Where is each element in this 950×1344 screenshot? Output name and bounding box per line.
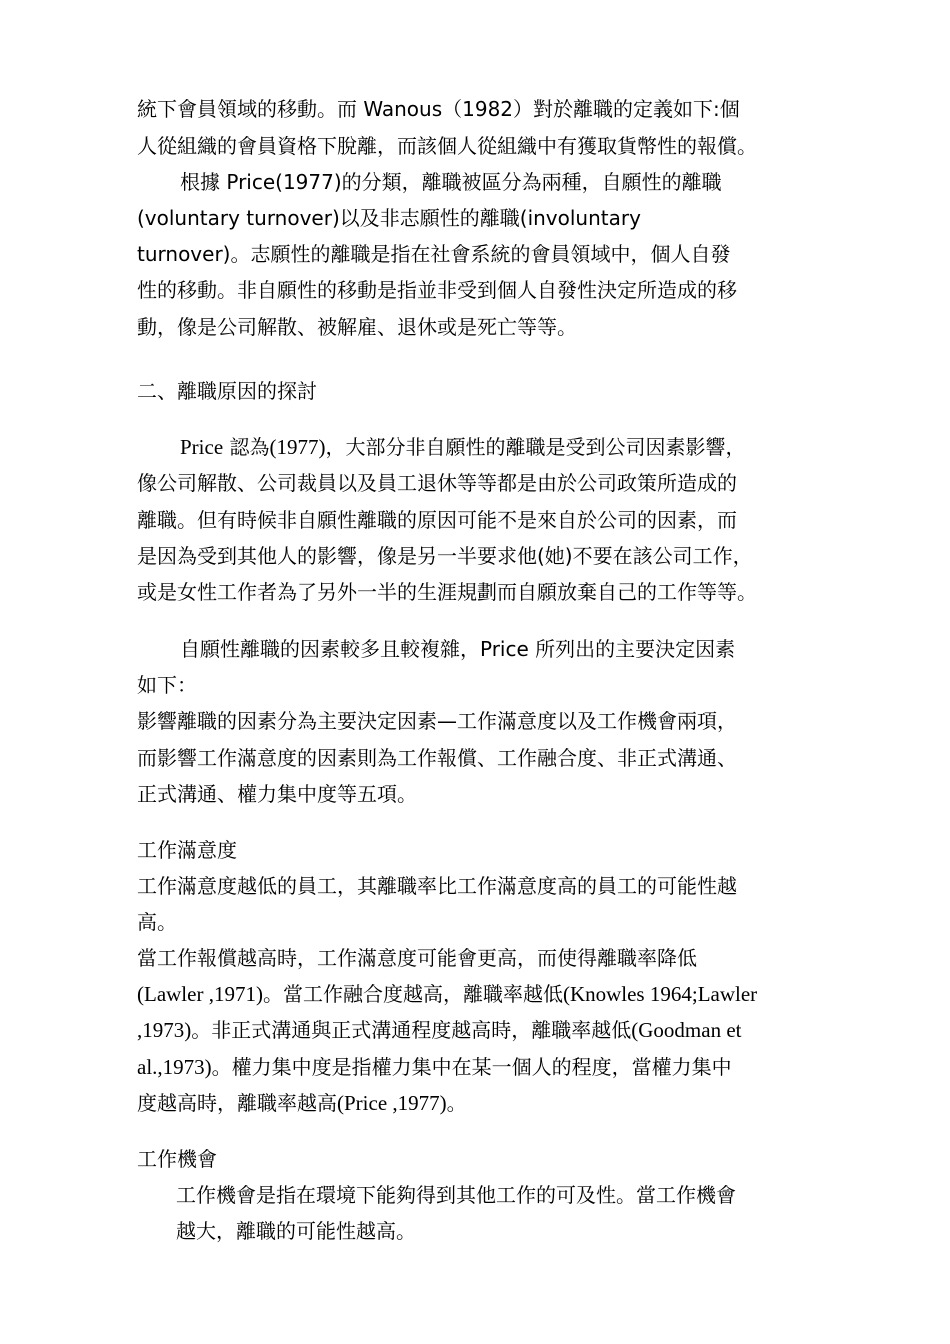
paragraph-3-rest: ，大部分非自願性的離職是受到公司因素影響， <box>325 435 746 459</box>
paragraph-3-verb: 認為 <box>223 435 270 459</box>
paragraph-7-line-2 <box>137 981 757 1007</box>
paragraph-4-line-1: 自願性離職的因素較多且較複雜，Price 所列出的主要決定因素 <box>180 637 736 661</box>
paragraph-3-line-4: 是因為受到其他人的影響，像是另一半要求他(她)不要在該公司工作， <box>137 544 753 568</box>
citation-price-1977: (Price ,1977) <box>337 1091 447 1115</box>
paragraph-3-line-1 <box>180 434 746 460</box>
paragraph-7-line-5-text: 度越高時，離職率越高 <box>137 1091 337 1115</box>
heading-job-opportunity: 工作機會 <box>137 1147 217 1171</box>
paragraph-3-author: Price <box>180 435 224 459</box>
paragraph-3-line-5: 或是女性工作者為了另外一半的生涯規劃而自願放棄自己的工作等等。 <box>137 580 757 604</box>
section-heading-causes: 二、離職原因的探討 <box>137 379 317 403</box>
paragraph-7-line-4 <box>137 1054 732 1080</box>
paragraph-3-line-3: 離職。但有時候非自願性離職的原因可能不是來自於公司的因素，而 <box>137 508 737 532</box>
paragraph-8-line-1: 工作機會是指在環境下能夠得到其他工作的可及性。當工作機會 <box>176 1183 736 1207</box>
paragraph-4-line-2: 如下： <box>137 673 197 697</box>
paragraph-3-line-2: 像公司解散、公司裁員以及員工退休等等都是由於公司政策所造成的 <box>137 471 737 495</box>
paragraph-7-line-5 <box>137 1090 467 1116</box>
citation-al-1973: al.,1973) <box>137 1055 212 1079</box>
citation-lawler-1971: (Lawler ,1971) <box>137 982 263 1006</box>
paragraph-1-line-1: 統下會員領域的移動。而 Wanous（1982）對於離職的定義如下:個 <box>137 97 740 121</box>
citation-knowles-lawler: (Knowles 1964;Lawler <box>562 982 758 1006</box>
paragraph-5-line-1: 影響離職的因素分為主要決定因素—工作滿意度以及工作機會兩項， <box>137 709 737 733</box>
paragraph-1-line-2: 人從組織的會員資格下脫離，而該個人從組織中有獲取貨幣性的報償。 <box>137 134 757 158</box>
citation-goodman: (Goodman et <box>631 1018 742 1042</box>
paragraph-3-year: (1977) <box>269 435 326 459</box>
citation-year-1973: ,1973) <box>137 1018 192 1042</box>
paragraph-8-line-2: 越大，離職的可能性越高。 <box>176 1219 416 1243</box>
paragraph-7-line-3 <box>137 1017 741 1043</box>
paragraph-2-line-3: turnover)。志願性的離職是指在社會系統的會員領域中，個人自發 <box>137 242 731 266</box>
paragraph-2-line-5: 動，像是公司解散、被解雇、退休或是死亡等等。 <box>137 315 577 339</box>
paragraph-7-line-5-end: 。 <box>446 1091 467 1115</box>
paragraph-6-line-1: 工作滿意度越低的員工，其離職率比工作滿意度高的員工的可能性越 <box>137 874 737 898</box>
paragraph-5-line-2: 而影響工作滿意度的因素則為工作報償、工作融合度、非正式溝通、 <box>137 746 737 770</box>
paragraph-2-line-2: (voluntary turnover)以及非志願性的離職(involuntary <box>137 206 641 230</box>
heading-job-satisfaction: 工作滿意度 <box>137 838 237 862</box>
paragraph-7-line-3-text: 。非正式溝通與正式溝通程度越高時，離職率越低 <box>191 1018 632 1042</box>
paragraph-7-line-1: 當工作報償越高時，工作滿意度可能會更高，而使得離職率降低 <box>137 946 697 970</box>
paragraph-2-line-4: 性的移動。非自願性的移動是指並非受到個人自發性決定所造成的移 <box>137 278 737 302</box>
paragraph-7-line-4-text: 。權力集中度是指權力集中在某一個人的程度，當權力集中 <box>211 1055 732 1079</box>
paragraph-6-line-2: 高。 <box>137 910 177 934</box>
paragraph-5-line-3: 正式溝通、權力集中度等五項。 <box>137 782 417 806</box>
paragraph-2-line-1: 根據 Price(1977)的分類，離職被區分為兩種，自願性的離職 <box>180 170 722 194</box>
paragraph-7-line-2-text: 。當工作融合度越高，離職率越低 <box>262 982 563 1006</box>
